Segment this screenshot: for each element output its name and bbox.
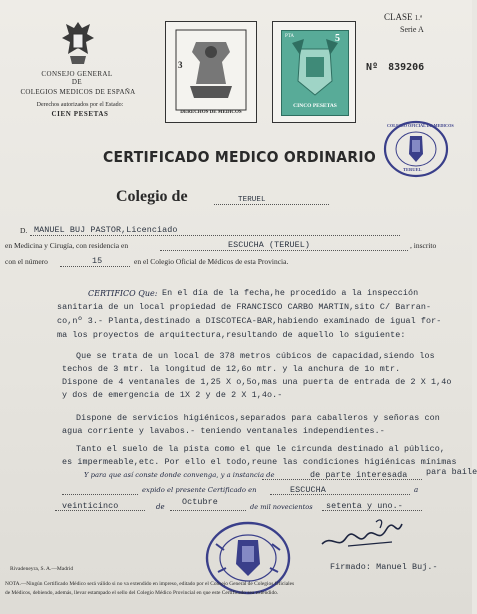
numero-dotline bbox=[60, 266, 130, 267]
body-line-12: para baile bbox=[426, 467, 477, 477]
clase-line bbox=[384, 12, 422, 22]
body-line-9: agua corriente y lavabos.- teniendo ventanales independientes.- bbox=[62, 426, 385, 436]
stamp1-value: 3 bbox=[178, 60, 183, 70]
expido-lead-dotline bbox=[62, 494, 138, 495]
body-line-5: techos de 3 mtr. la longitud de 12,6o mtr. y la anchura de 1o mtr. bbox=[62, 364, 401, 374]
signature-icon bbox=[318, 516, 408, 552]
body-line-8: Dispone de servicios higiénicos,separados para caballeros y señoras con bbox=[76, 413, 440, 423]
body-line-1: sanitaria de un local propiedad de FRANCISCO CARBO MARTIN,sito C/ Barran- bbox=[57, 302, 432, 312]
org-line-1: CONSEJO GENERAL bbox=[41, 70, 113, 78]
de-1: de bbox=[156, 503, 165, 511]
fiscal-stamp-1 bbox=[165, 21, 257, 123]
seal-text-bottom: TERUEL bbox=[403, 167, 422, 172]
numero-label: con el número bbox=[5, 257, 48, 266]
rights-line: Derechos autorizados por el Estado: bbox=[36, 102, 124, 108]
nota-line-2: de Médicos, debiendo, además, llevar estampado el sello del Colegio Médico Provincial en que este Certificado sea extendido. bbox=[5, 590, 279, 596]
seal-text-top: COLEGIO OFICIAL DE MEDICOS bbox=[387, 123, 454, 128]
stamp-portrait-icon bbox=[166, 22, 256, 122]
body-line-6: Dispone de 4 ventanales de 1,25 X o,5o,mas una puerta de entrada de 2 X 1,4o bbox=[62, 377, 452, 387]
body-line-2: co,nº 3.- Planta,destinado a DISCOTECA-BAR,habiendo examinado de igual for- bbox=[57, 316, 442, 326]
serie-value: A bbox=[418, 25, 424, 34]
body-line-4: Que se trata de un local de 378 metros cúbicos de capacidad,siendo los bbox=[76, 351, 435, 361]
colegio-dotline bbox=[214, 204, 329, 205]
de-mil-text: de mil novecientos bbox=[250, 503, 313, 511]
fiscal-stamp-2 bbox=[272, 21, 356, 123]
clase-value: 1.ª bbox=[414, 14, 422, 22]
coat-of-arms-icon bbox=[60, 20, 96, 66]
stamp2-value: 5 bbox=[335, 33, 340, 44]
number-value: 839206 bbox=[388, 62, 425, 73]
firmado-text: Firmado: Manuel Buj.- bbox=[330, 562, 438, 572]
printer-credit: Rivadeneyra, S. A.—Madrid bbox=[10, 566, 74, 572]
org-line-3: COLEGIOS MEDICOS DE ESPAÑA bbox=[20, 88, 136, 96]
serie-line bbox=[400, 25, 424, 34]
residence-value: ESCUCHA (TERUEL) bbox=[228, 240, 311, 250]
number-prefix: Nº bbox=[366, 62, 379, 73]
document-title: CERTIFICADO MEDICO ORDINARIO bbox=[103, 148, 376, 166]
body-line-10: Tanto el suelo de la pista como el que le circunda destinado al público, bbox=[76, 444, 446, 454]
certifico-label: CERTIFICO Que: bbox=[88, 289, 158, 298]
body-line-7: y dos de emergencia de 1X 2 y de 2 X 1,4o.- bbox=[62, 390, 283, 400]
stamp2-caption: CINCO PESETAS bbox=[293, 103, 337, 109]
expido-text: expido el presente Certificado en bbox=[142, 486, 257, 494]
month-value: Octubre bbox=[182, 497, 218, 507]
expido-place: ESCUCHA bbox=[290, 485, 326, 495]
line-d-prefix: D. bbox=[20, 226, 28, 235]
year-value: setenta y uno.- bbox=[326, 501, 403, 511]
nota-line-1: NOTA.—Ningún Certificado Médico será válido si no va extendido en impreso, editado por el Consejo General de Colegios Oficiales bbox=[5, 581, 295, 587]
residence-dotline bbox=[160, 250, 408, 251]
colegio-value: TERUEL bbox=[238, 196, 266, 204]
body-line-11: es impermeable,etc. Por ello el todo,reune las condiciones higiénicas mínimas bbox=[62, 457, 457, 467]
line-d-dotline bbox=[30, 235, 400, 236]
inscrito-text: , inscrito bbox=[410, 241, 437, 250]
serie-label: Serie bbox=[400, 25, 417, 34]
day-value: veinticinco bbox=[62, 501, 119, 511]
body-line-0: En el día de la fecha,he procedido a la inspección bbox=[162, 288, 419, 298]
price-label: CIEN PESETAS bbox=[51, 110, 109, 118]
numero-value: 15 bbox=[92, 256, 103, 266]
month-dotline bbox=[170, 510, 246, 511]
stamp2-image bbox=[281, 30, 349, 116]
certificate-number bbox=[366, 62, 424, 73]
stamp2-top: PTA bbox=[285, 34, 295, 39]
clase-label: CLASE bbox=[384, 12, 413, 22]
numero-suffix: en el Colegio Oficial de Médicos de esta Provincia. bbox=[134, 257, 289, 266]
a-label: a bbox=[414, 486, 419, 494]
college-seal bbox=[383, 120, 454, 178]
y-para-text: Y para que así conste donde convenga, y a instancia de bbox=[84, 471, 275, 479]
colegio-label: Colegio de bbox=[116, 188, 188, 205]
line-d-value: MANUEL BUJ PASTOR,Licenciado bbox=[34, 225, 178, 235]
stamp1-caption: DERECHOS DE MEDICOS bbox=[180, 110, 242, 115]
org-line-2: DE bbox=[71, 78, 83, 86]
instancia-value: de parte interesada bbox=[310, 470, 408, 480]
medicina-text: en Medicina y Cirugía, con residencia en bbox=[5, 241, 129, 250]
body-line-3: ma los proyectos de arquitectura,resultando de aquello lo siguiente: bbox=[57, 330, 406, 340]
